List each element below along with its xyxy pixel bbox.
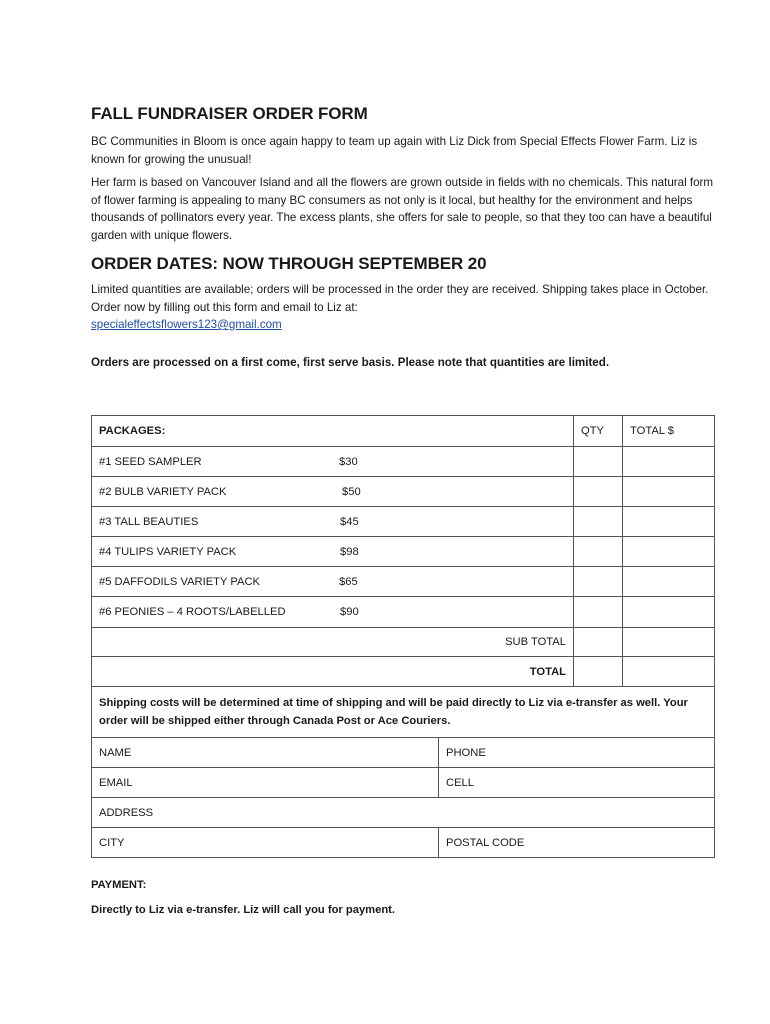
- shipping-note: Shipping costs will be determined at time of shipping and will be paid directly to Liz via e-transfer as well. Your order will be shipped either through Canada Post or Ace Couriers.: [99, 697, 688, 727]
- subtotal-total-cell[interactable]: [622, 628, 714, 656]
- qty-input-cell[interactable]: [573, 537, 622, 566]
- total-row: [92, 656, 714, 686]
- total-input-cell[interactable]: [622, 537, 714, 566]
- total-input-cell[interactable]: [622, 597, 714, 627]
- notice-text: Orders are processed on a first come, first serve basis. Please note that quantities are limited.: [91, 355, 610, 369]
- subtotal-qty-cell[interactable]: [573, 628, 622, 656]
- qty-input-cell[interactable]: [573, 507, 622, 536]
- phone-field[interactable]: PHONE: [438, 738, 714, 767]
- postal-code-field[interactable]: POSTAL CODE: [438, 828, 714, 857]
- total-input-cell[interactable]: [622, 477, 714, 506]
- contact-row: [92, 767, 714, 797]
- subtotal-label: SUB TOTAL: [505, 636, 566, 648]
- table-header-row: [92, 416, 714, 446]
- address-row: [92, 797, 714, 827]
- city-row: [92, 827, 714, 857]
- package-row: [92, 506, 714, 536]
- payment-text: Directly to Liz via e-transfer. Liz will call you for payment.: [91, 904, 396, 916]
- package-cell: [92, 537, 573, 566]
- package-row: [92, 566, 714, 596]
- qty-input-cell[interactable]: [573, 447, 622, 476]
- total-header: TOTAL $: [622, 416, 714, 446]
- contact-row: [92, 737, 714, 767]
- package-cell: [92, 567, 573, 596]
- package-row: [92, 476, 714, 506]
- order-info-paragraph: [91, 281, 716, 334]
- intro-paragraph-2: Her farm is based on Vancouver Island and all the flowers are grown outside in fields with no chemicals. This natural form of flower farming is appealing to many BC consumers as not only is it local, but healthy for the environment and helps thousands of pollinators every year. The excess plants, she offers for sale to people, so that they too can have a beautiful garden with unique flowers.: [91, 176, 714, 242]
- package-name: #5 DAFFODILS VARIETY PACK: [99, 575, 261, 588]
- order-dates-heading: ORDER DATES: NOW THROUGH SEPTEMBER 20: [91, 254, 487, 273]
- package-name: #4 TULIPS VARIETY PACK: [99, 545, 237, 558]
- total-label: TOTAL: [529, 665, 566, 678]
- total-input-cell[interactable]: [622, 567, 714, 596]
- package-name: #6 PEONIES – 4 ROOTS/LABELLED: [99, 606, 286, 618]
- package-row: [92, 536, 714, 566]
- package-cell: [92, 447, 573, 476]
- package-cell: [92, 597, 573, 627]
- subtotal-row: [92, 627, 714, 656]
- package-price: $98: [340, 545, 359, 558]
- package-price: $90: [340, 606, 359, 618]
- address-field[interactable]: ADDRESS: [99, 806, 154, 819]
- package-price: $45: [340, 515, 359, 528]
- total-input-cell[interactable]: [622, 447, 714, 476]
- package-price: $30: [339, 455, 358, 468]
- qty-input-cell[interactable]: [573, 477, 622, 506]
- city-field[interactable]: CITY: [99, 836, 125, 849]
- package-price: $50: [342, 485, 361, 498]
- total-qty-cell[interactable]: [573, 657, 622, 686]
- package-row: [92, 596, 714, 627]
- order-form-table: [91, 415, 715, 858]
- package-name: #3 TALL BEAUTIES: [99, 515, 199, 528]
- name-field[interactable]: NAME: [99, 746, 132, 759]
- package-cell: [92, 477, 573, 506]
- document-body: [91, 100, 716, 371]
- grand-total-cell[interactable]: [622, 657, 714, 686]
- package-price: $65: [339, 575, 358, 588]
- packages-header: PACKAGES:: [99, 425, 166, 437]
- qty-header: QTY: [573, 416, 622, 446]
- payment-heading: PAYMENT:: [91, 879, 147, 891]
- payment-section: [91, 876, 716, 919]
- package-name: #1 SEED SAMPLER: [99, 455, 202, 468]
- shipping-row: [92, 686, 714, 737]
- order-info-text: Limited quantities are available; orders will be processed in the order they are received. Shipping takes place in October. Order now by filling out this form and email to Liz at:: [91, 283, 709, 314]
- cell-field[interactable]: CELL: [438, 768, 714, 797]
- intro-paragraph-1: BC Communities in Bloom is once again happy to team up again with Liz Dick from Special Effects Flower Farm. Liz is known for growing the unusual!: [91, 135, 698, 166]
- email-field[interactable]: EMAIL: [99, 776, 133, 789]
- package-name: #2 BULB VARIETY PACK: [99, 485, 227, 498]
- package-row: [92, 446, 714, 476]
- total-input-cell[interactable]: [622, 507, 714, 536]
- qty-input-cell[interactable]: [573, 567, 622, 596]
- page-title: FALL FUNDRAISER ORDER FORM: [91, 104, 368, 123]
- qty-input-cell[interactable]: [573, 597, 622, 627]
- package-cell: [92, 507, 573, 536]
- email-link[interactable]: specialeffectsflowers123@gmail.com: [91, 318, 282, 331]
